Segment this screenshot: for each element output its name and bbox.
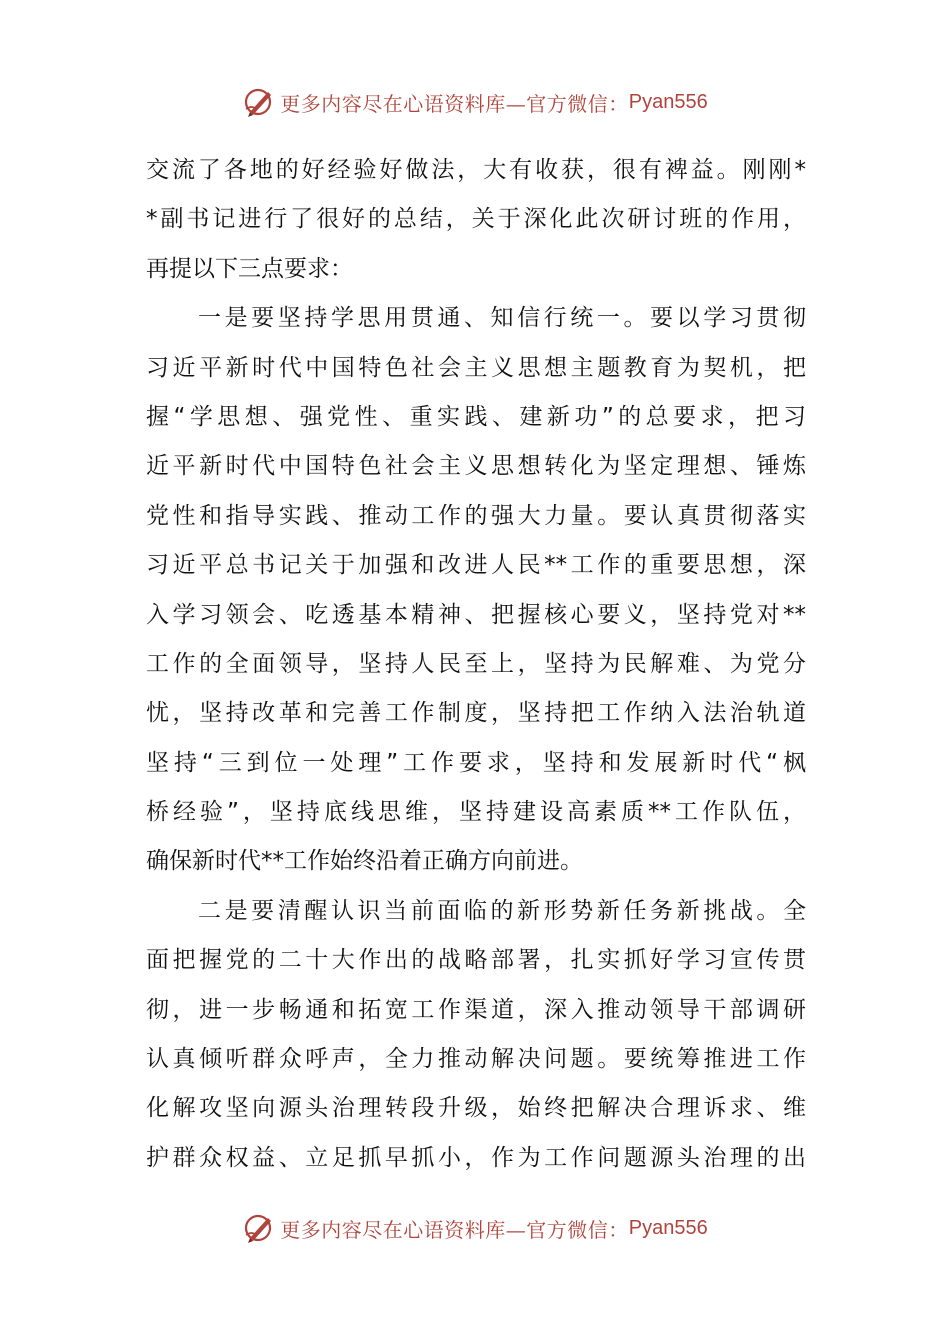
- watermark-wechat-id: Pyan556: [628, 90, 708, 113]
- body-line: 桥经验”，坚持底线思维，坚持建设高素质**工作队伍，: [146, 799, 806, 826]
- body-line: 再提以下三点要求：: [146, 255, 353, 282]
- body-line: 习近平总书记关于加强和改进人民**工作的重要思想，深: [146, 552, 806, 579]
- body-line: 工作的全面领导，坚持人民至上，坚持为民解难、为党分: [146, 650, 806, 677]
- body-line: 二是要清醒认识当前面临的新形势新任务新挑战。全: [198, 897, 806, 924]
- body-line: 确保新时代**工作始终沿着正确方向前进。: [146, 848, 583, 875]
- body-line: 交流了各地的好经验好做法，大有收获，很有裨益。刚刚*: [146, 157, 806, 183]
- body-line: 化解攻坚向源头治理转段升级，始终把解决合理诉求、维: [146, 1095, 806, 1122]
- footer-watermark: [0, 1208, 950, 1248]
- body-line: 护群众权益、立足抓早抓小，作为工作问题源头治理的出: [146, 1144, 806, 1171]
- document-body: [146, 146, 806, 1183]
- watermark-text: 更多内容尽在心语资料库—官方微信：: [280, 1217, 629, 1242]
- body-line: 忧，坚持改革和完善工作制度，坚持把工作纳入法治轨道: [146, 700, 806, 727]
- header-watermark: [0, 82, 950, 122]
- body-line: *副书记进行了很好的总结，关于深化此次研讨班的作用，: [146, 206, 806, 233]
- body-line: 认真倾听群众呼声，全力推动解决问题。要统筹推进工作: [146, 1046, 806, 1073]
- watermark-text: 更多内容尽在心语资料库—官方微信：: [280, 91, 629, 116]
- body-line: 握“学思想、强党性、重实践、建新功”的总要求，把习: [146, 403, 806, 430]
- body-line: 近平新时代中国特色社会主义思想转化为坚定理想、锤炼: [146, 453, 806, 480]
- watermark-wechat-id: Pyan556: [628, 1216, 708, 1239]
- body-line: 一是要坚持学思用贯通、知信行统一。要以学习贯彻: [198, 305, 806, 332]
- body-line: 面把握党的二十大作出的战略部署，扎实抓好学习宣传贯: [146, 947, 806, 974]
- pen-logo-icon: [242, 85, 276, 119]
- body-line: 入学习领会、吃透基本精神、把握核心要义，坚持党对**: [146, 601, 806, 628]
- body-line: 彻，进一步畅通和拓宽工作渠道，深入推动领导干部调研: [146, 996, 806, 1023]
- pen-logo-icon: [242, 1211, 276, 1245]
- body-line: 党性和指导实践、推动工作的强大力量。要认真贯彻落实: [146, 502, 806, 529]
- body-line: 习近平新时代中国特色社会主义思想主题教育为契机，把: [146, 354, 806, 381]
- body-line: 坚持“三到位一处理”工作要求，坚持和发展新时代“枫: [146, 749, 806, 776]
